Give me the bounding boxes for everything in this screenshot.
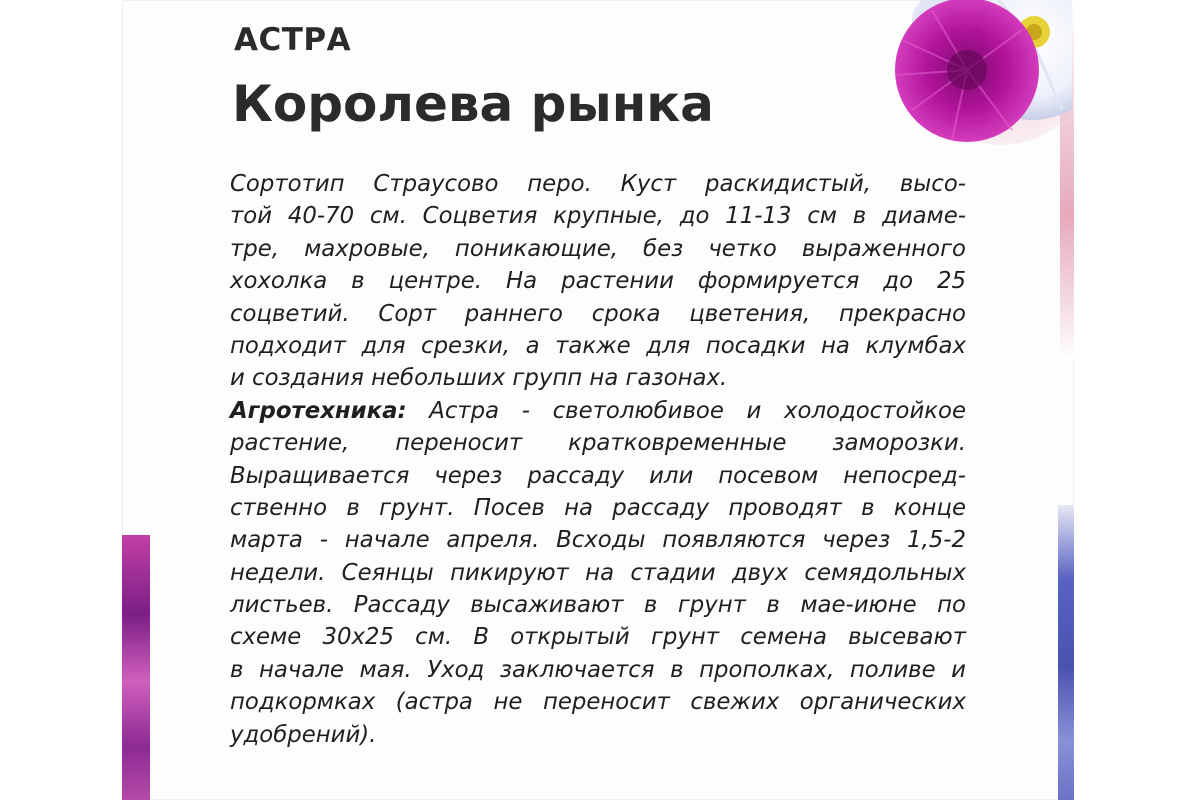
- description-line: той 40-70 см. Соцветия крупные, до 11-13 см в диаме-: [230, 203, 966, 230]
- packet-edge-purple: [122, 535, 150, 800]
- agrotech-line: ственно в грунт. Посев на рассаду проводят в конце: [230, 494, 966, 521]
- agrotech-line: марта - начале апреля. Всходы появляются через 1,5-2: [230, 527, 966, 554]
- agrotech-first-line: [230, 395, 966, 427]
- description-line: подходит для срезки, а также для посадки на клумбах: [230, 332, 966, 359]
- agrotech-label: Агротехника:: [230, 397, 407, 424]
- agrotech-line: Выращивается через рассаду или посевом непосред-: [230, 462, 966, 489]
- description-line: Сортотип Страусово перо. Куст раскидистый, высо-: [230, 171, 966, 197]
- variety-name-title: Королева рынка: [232, 75, 714, 133]
- plant-category-title: АСТРА: [234, 22, 352, 58]
- packet-edge-blue: [1058, 505, 1074, 800]
- description-line: и создания небольших групп на газонах.: [230, 365, 728, 392]
- agrotech-line: подкормках (астра не переносит свежих органических: [230, 689, 966, 716]
- agrotech-first-line-text: Астра - светолюбивое и холодостойкое: [406, 397, 966, 424]
- agrotech-line: удобрений).: [230, 721, 377, 748]
- description-line: хохолка в центре. На растении формируется до 25: [230, 268, 966, 295]
- agrotech-line: листьев. Рассаду высаживают в грунт в мае-июне по: [230, 592, 966, 619]
- seed-packet-back: [122, 0, 1074, 800]
- agrotech-line: растение, переносит кратковременные заморозки.: [230, 430, 966, 457]
- agrotech-line: схеме 30х25 см. В открытый грунт семена высевают: [230, 624, 966, 651]
- description-line: тре, махровые, поникающие, без четко выраженного: [230, 235, 966, 262]
- agrotech-line: недели. Сеянцы пикируют на стадии двух семядольных: [230, 559, 966, 586]
- description-text-block: [230, 168, 966, 751]
- agrotech-line: в начале мая. Уход заключается в прополках, поливе и: [230, 656, 966, 683]
- aster-flower-illustration: [752, 0, 1072, 160]
- description-line: соцветий. Сорт раннего срока цветения, прекрасно: [230, 300, 966, 327]
